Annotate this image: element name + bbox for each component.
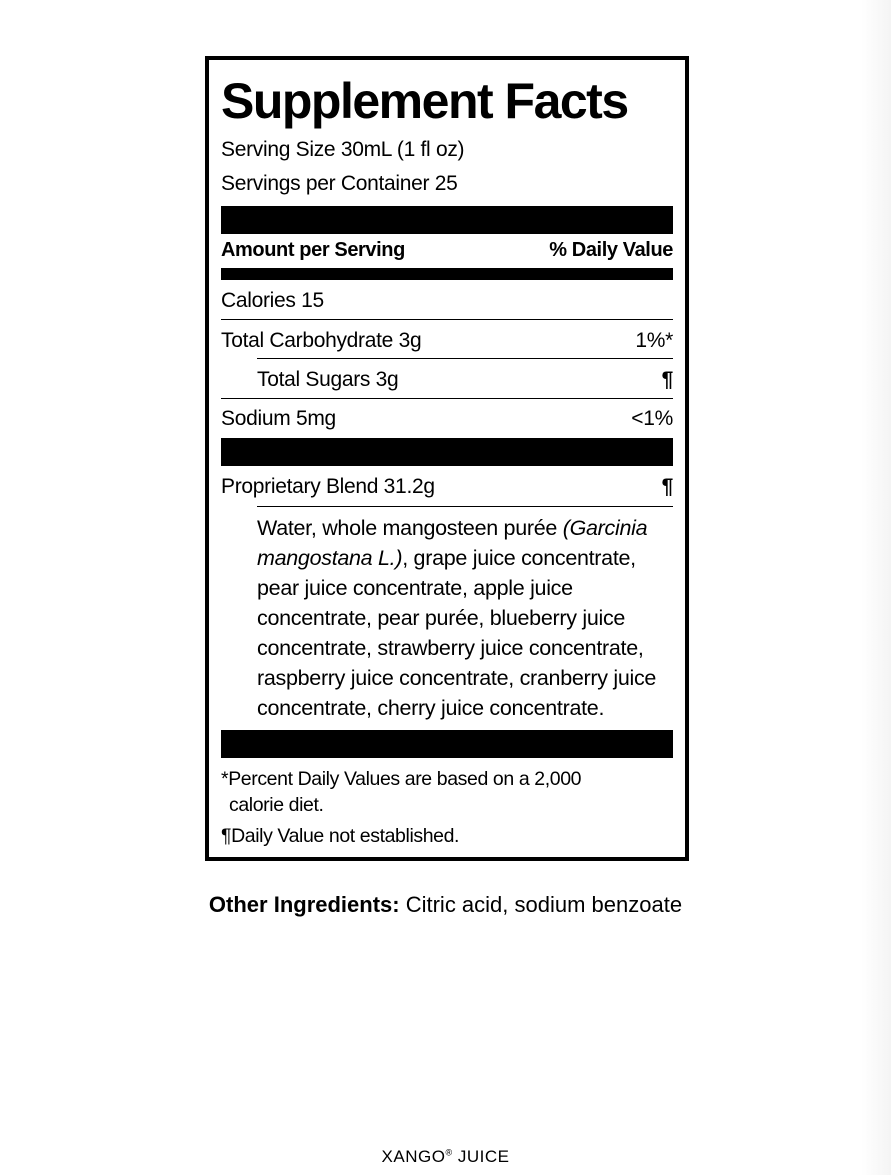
row-divider bbox=[257, 358, 673, 359]
nutrient-row-sugars bbox=[221, 365, 673, 395]
thick-separator-bar bbox=[221, 206, 673, 234]
other-ingredients-label: Other Ingredients: bbox=[208, 892, 400, 917]
daily-value-header: % Daily Value bbox=[549, 239, 673, 261]
blend-line: concentrate, cherry juice concentrate. bbox=[257, 696, 605, 720]
row-divider bbox=[257, 506, 673, 507]
page-edge-shadow bbox=[861, 0, 891, 1175]
thick-separator-bar bbox=[221, 730, 673, 758]
nutrient-row-blend bbox=[221, 472, 673, 502]
thick-separator-bar bbox=[221, 438, 673, 466]
nutrient-label: Sodium 5mg bbox=[221, 407, 336, 430]
brand-name: XANGO bbox=[381, 1147, 446, 1166]
footnote-daily-values: *Percent Daily Values are based on a 2,000 bbox=[221, 768, 582, 790]
blend-line: mangostana L.), grape juice concentrate, bbox=[257, 546, 636, 570]
nutrient-row-carbohydrate bbox=[221, 326, 673, 356]
registered-mark: ® bbox=[445, 1147, 453, 1158]
blend-line: concentrate, strawberry juice concentrate, bbox=[257, 636, 644, 660]
nutrient-label: Calories 15 bbox=[221, 289, 324, 312]
other-ingredients bbox=[0, 890, 891, 920]
row-divider bbox=[221, 319, 673, 320]
brand-footer bbox=[0, 1146, 891, 1168]
brand-suffix: JUICE bbox=[452, 1147, 510, 1166]
nutrient-label: Total Sugars 3g bbox=[257, 368, 399, 391]
blend-line: Water, whole mangosteen purée (Garcinia bbox=[257, 516, 648, 540]
nutrient-row-sodium bbox=[221, 404, 673, 434]
nutrient-dv: ¶ bbox=[661, 368, 673, 391]
nutrient-dv: ¶ bbox=[661, 475, 673, 498]
nutrient-dv: <1% bbox=[631, 407, 673, 430]
supplement-facts-panel bbox=[205, 56, 689, 861]
serving-size: Serving Size 30mL (1 fl oz) bbox=[221, 138, 465, 161]
nutrient-label: Total Carbohydrate 3g bbox=[221, 329, 422, 352]
blend-ingredients bbox=[257, 513, 671, 723]
blend-line: raspberry juice concentrate, cranberry juice bbox=[257, 666, 657, 690]
other-ingredients-text: Citric acid, sodium benzoate bbox=[399, 892, 683, 917]
row-divider bbox=[221, 398, 673, 399]
nutrient-dv: 1%* bbox=[635, 329, 673, 352]
blend-line: concentrate, pear purée, blueberry juice bbox=[257, 606, 626, 630]
blend-line: pear juice concentrate, apple juice bbox=[257, 576, 573, 600]
footnote-not-established: ¶Daily Value not established. bbox=[221, 825, 460, 847]
medium-separator-bar bbox=[221, 268, 673, 280]
nutrient-label: Proprietary Blend 31.2g bbox=[221, 475, 435, 498]
amount-header-row bbox=[221, 235, 673, 265]
nutrient-row-calories bbox=[221, 286, 673, 316]
amount-per-serving-label: Amount per Serving bbox=[221, 239, 405, 261]
panel-title: Supplement Facts bbox=[221, 73, 628, 129]
servings-per-container: Servings per Container 25 bbox=[221, 172, 458, 195]
footnote-daily-values-cont: calorie diet. bbox=[229, 794, 324, 816]
